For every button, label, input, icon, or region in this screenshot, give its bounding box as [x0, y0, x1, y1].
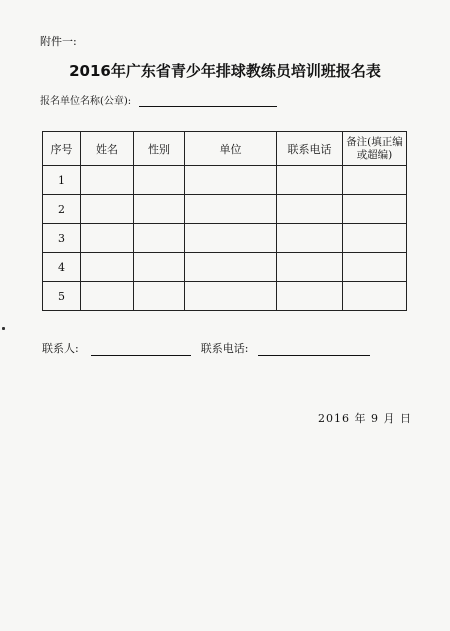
unit-name-line [40, 92, 277, 107]
unit-name-blank[interactable] [139, 95, 277, 107]
cell-unit[interactable] [185, 224, 277, 253]
header-name: 姓名 [81, 132, 134, 166]
cell-remarks[interactable] [343, 253, 407, 282]
row-index: 3 [43, 224, 81, 253]
table-row [43, 166, 407, 195]
contact-line [42, 340, 370, 356]
cell-gender[interactable] [134, 195, 185, 224]
row-index: 5 [43, 282, 81, 311]
cell-phone[interactable] [277, 224, 343, 253]
cell-gender[interactable] [134, 253, 185, 282]
cell-phone[interactable] [277, 166, 343, 195]
cell-remarks[interactable] [343, 282, 407, 311]
table-row [43, 224, 407, 253]
table-header-row [43, 132, 407, 166]
cell-name[interactable] [81, 224, 134, 253]
header-gender: 性别 [134, 132, 185, 166]
cell-remarks[interactable] [343, 195, 407, 224]
cell-remarks[interactable] [343, 166, 407, 195]
registration-table [42, 131, 407, 311]
row-index: 4 [43, 253, 81, 282]
cell-unit[interactable] [185, 166, 277, 195]
table-row [43, 282, 407, 311]
row-index: 1 [43, 166, 81, 195]
scan-speck [2, 327, 5, 330]
unit-name-label: 报名单位名称(公章): [40, 96, 132, 107]
document-date: 2016 年 9 月 日 [318, 412, 412, 425]
contact-phone-blank[interactable] [258, 344, 370, 356]
header-remarks: 备注(填正编或超编) [343, 132, 407, 166]
table-row [43, 253, 407, 282]
header-index: 序号 [43, 132, 81, 166]
table-row [43, 195, 407, 224]
cell-phone[interactable] [277, 253, 343, 282]
attachment-label: 附件一: [40, 35, 77, 48]
contact-person-label: 联系人: [42, 342, 79, 355]
contact-person-blank[interactable] [91, 344, 191, 356]
cell-unit[interactable] [185, 253, 277, 282]
cell-unit[interactable] [185, 195, 277, 224]
cell-name[interactable] [81, 253, 134, 282]
contact-phone-label: 联系电话: [200, 342, 249, 355]
cell-gender[interactable] [134, 282, 185, 311]
cell-name[interactable] [81, 166, 134, 195]
cell-phone[interactable] [277, 195, 343, 224]
row-index: 2 [43, 195, 81, 224]
cell-gender[interactable] [134, 224, 185, 253]
document-title: 2016年广东省青少年排球教练员培训班报名表 [69, 62, 381, 80]
cell-name[interactable] [81, 282, 134, 311]
cell-gender[interactable] [134, 166, 185, 195]
cell-unit[interactable] [185, 282, 277, 311]
cell-remarks[interactable] [343, 224, 407, 253]
header-unit: 单位 [185, 132, 277, 166]
header-phone: 联系电话 [277, 132, 343, 166]
cell-name[interactable] [81, 195, 134, 224]
cell-phone[interactable] [277, 282, 343, 311]
